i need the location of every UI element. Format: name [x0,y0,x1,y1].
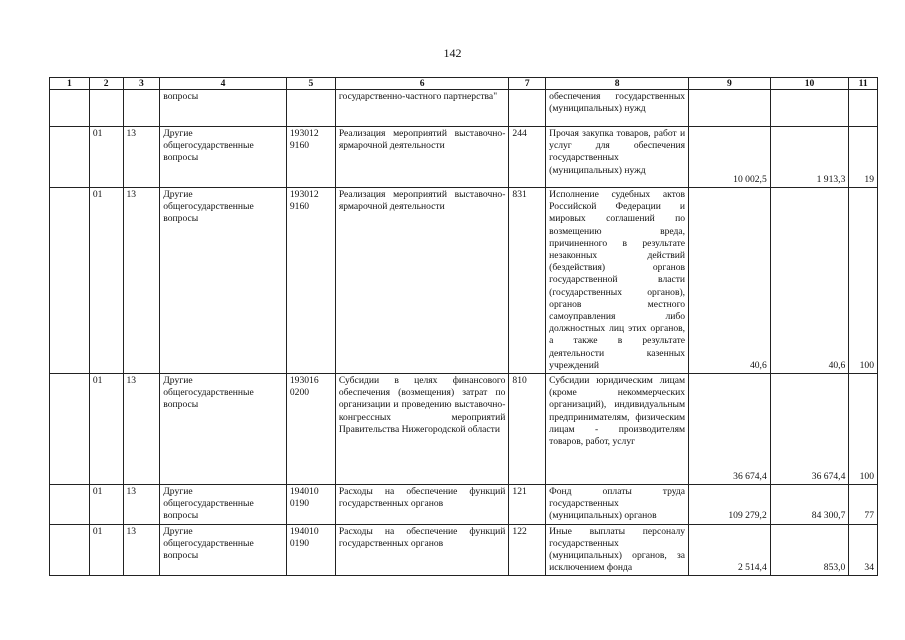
target-code-part1: 193016 [289,375,319,387]
cell-section-name: Другие общегосударственные вопросы [160,127,287,188]
target-code-part1: 194010 [289,525,319,537]
col-header-9: 9 [689,78,771,90]
cell-expense-name: Исполнение судебных актов Российской Федерации и мировых соглашений по возмещению вреда, причиненного в результате незаконных действий (бездействия) органов государственной власти (государственных органов), органов местного самоуправления либо должностных лиц этих органов, а также в результате деятельности казенных учреждений [546,188,689,374]
cell-expense-code: 121 [509,485,546,525]
cell-section: 01 [89,374,123,485]
table-row [50,127,878,188]
cell-section-name: Другие общегосударственные вопросы [160,188,287,374]
cell-subsection: 13 [123,188,160,374]
cell-section: 01 [89,127,123,188]
cell-percent [849,90,878,127]
cell-target-name: Субсидии в целях финансового обеспечения (возмещения) затрат по организации и проведению выставочно-конгрессных мероприятий Правительства Нижегородской области [335,374,509,485]
cell-section [89,90,123,127]
cell-plan: 2 514,4 [689,524,771,576]
cell-plan [689,90,771,127]
cell-subsection: 13 [123,524,160,576]
table-row [50,90,878,127]
cell-col1 [50,485,90,525]
cell-target-name: Расходы на обеспечение функций государственных органов [335,485,509,525]
cell-target-code [286,524,335,576]
cell-plan: 40,6 [689,188,771,374]
cell-col1 [50,524,90,576]
col-header-6: 6 [335,78,509,90]
target-code-part1: 193012 [289,128,319,139]
page-number: 142 [443,46,462,60]
budget-table [49,77,878,576]
col-header-4: 4 [160,78,287,90]
cell-col1 [50,188,90,374]
cell-section-name: Другие общегосударственные вопросы [160,524,287,576]
cell-expense-name: Прочая закупка товаров, работ и услуг для обеспечения государственных (муниципальных) нужд [546,127,689,188]
target-code-part2: 0190 [289,537,310,549]
cell-target-code [286,188,335,374]
cell-expense-code: 810 [509,374,546,485]
cell-actual [770,90,849,127]
col-header-8: 8 [546,78,689,90]
table-row [50,188,878,374]
cell-percent: 100 [849,374,878,485]
cell-section: 01 [89,485,123,525]
cell-expense-code: 244 [509,127,546,188]
cell-expense-code [509,90,546,127]
target-code-part2: 0200 [289,387,310,399]
col-header-7: 7 [509,78,546,90]
cell-section: 01 [89,524,123,576]
cell-percent: 19 [849,127,878,188]
target-code-part1: 194010 [289,486,319,498]
col-header-11: 11 [849,78,878,90]
cell-section-name: вопросы [160,90,287,127]
cell-plan: 109 279,2 [689,485,771,525]
cell-target-name: Реализация мероприятий выставочно-ярмарочной деятельности [335,127,509,188]
cell-expense-code: 831 [509,188,546,374]
table-row [50,524,878,576]
cell-expense-code: 122 [509,524,546,576]
col-header-2: 2 [89,78,123,90]
target-code-part2: 0190 [289,498,310,510]
cell-target-name: Расходы на обеспечение функций государственных органов [335,524,509,576]
cell-actual: 84 300,7 [770,485,849,525]
cell-target-name: государственно-частного партнерства" [335,90,509,127]
cell-target-code [286,127,335,188]
cell-actual: 40,6 [770,188,849,374]
cell-plan: 36 674,4 [689,374,771,485]
cell-target-name: Реализация мероприятий выставочно-ярмарочной деятельности [335,188,509,374]
col-header-10: 10 [770,78,849,90]
cell-actual: 853,0 [770,524,849,576]
header-row [50,78,878,90]
table-row [50,374,878,485]
cell-expense-name: Субсидии юридическим лицам (кроме некоммерческих организаций), индивидуальным предпринимателям, физическим лицам - производителям товаров, работ, услуг [546,374,689,485]
cell-actual: 36 674,4 [770,374,849,485]
cell-subsection: 13 [123,485,160,525]
cell-section: 01 [89,188,123,374]
cell-target-code [286,485,335,525]
cell-plan: 10 002,5 [689,127,771,188]
col-header-3: 3 [123,78,160,90]
table-row [50,485,878,525]
cell-expense-name: обеспечения государственных (муниципальных) нужд [546,90,689,127]
cell-expense-name: Фонд оплаты труда государственных (муниципальных) органов [546,485,689,525]
cell-expense-name: Иные выплаты персоналу государственных (муниципальных) органов, за исключением фонда [546,524,689,576]
col-header-5: 5 [286,78,335,90]
cell-percent: 100 [849,188,878,374]
cell-subsection: 13 [123,374,160,485]
cell-section-name: Другие общегосударственные вопросы [160,485,287,525]
cell-col1 [50,127,90,188]
cell-subsection [123,90,160,127]
cell-col1 [50,374,90,485]
cell-actual: 1 913,3 [770,127,849,188]
cell-percent: 77 [849,485,878,525]
target-code-part2: 9160 [289,201,310,213]
cell-section-name: Другие общегосударственные вопросы [160,374,287,485]
cell-subsection: 13 [123,127,160,188]
cell-target-code [286,374,335,485]
col-header-1: 1 [50,78,90,90]
cell-percent: 34 [849,524,878,576]
target-code-part2: 9160 [289,140,310,152]
cell-target-code [286,90,335,127]
target-code-part1: 193012 [289,189,319,200]
cell-col1 [50,90,90,127]
